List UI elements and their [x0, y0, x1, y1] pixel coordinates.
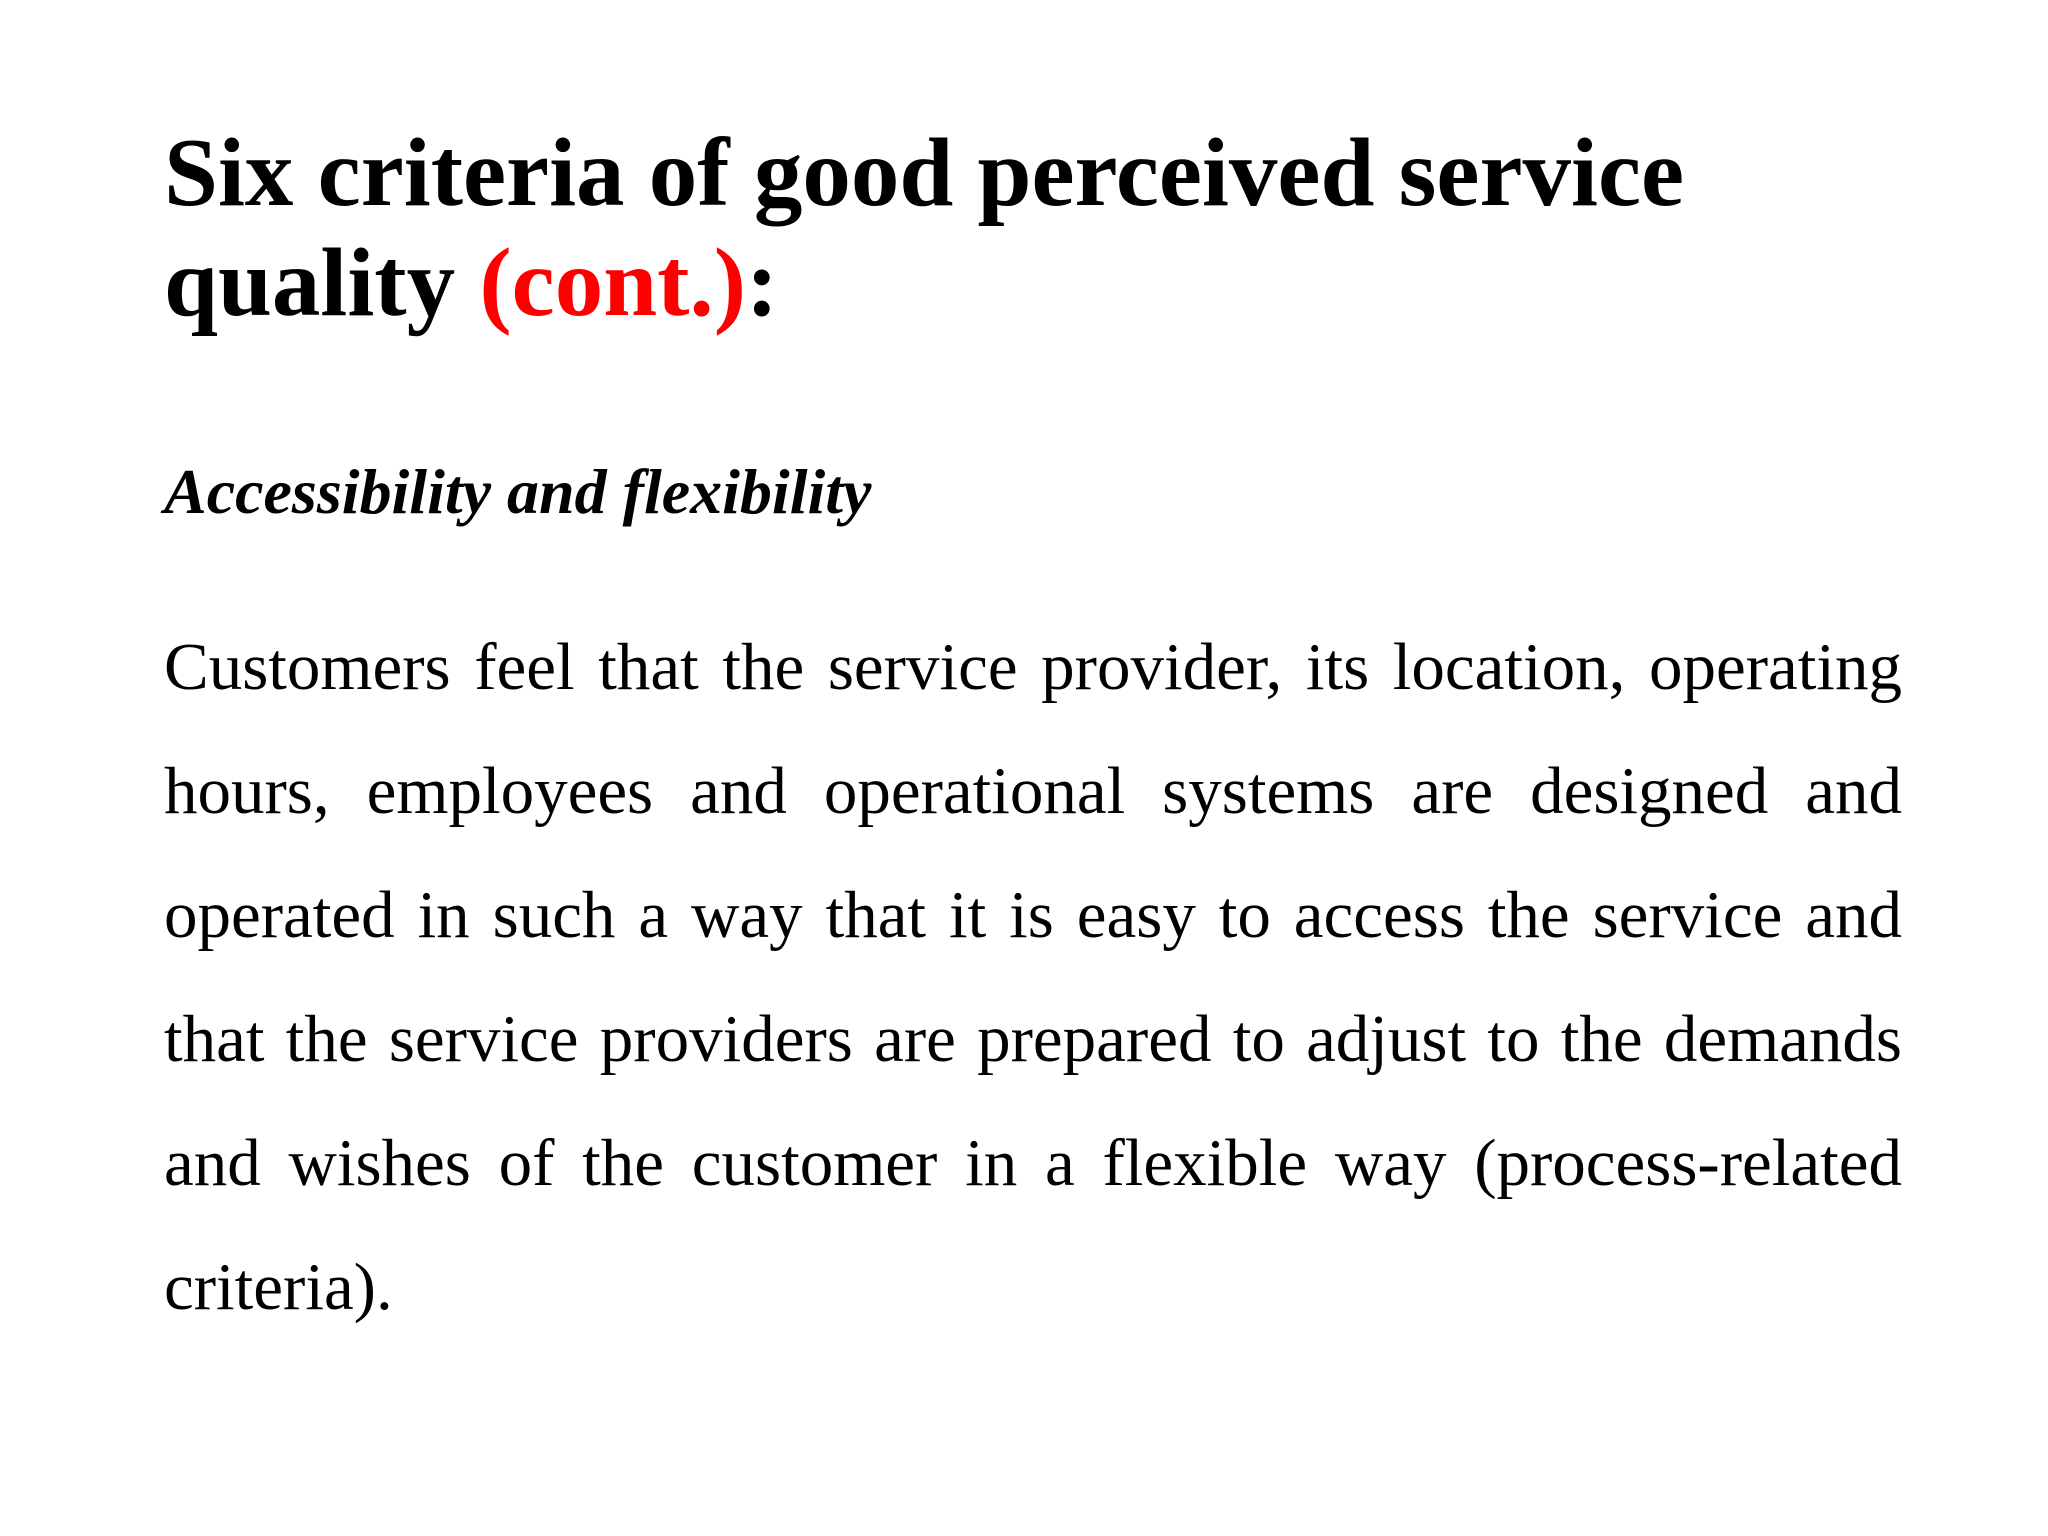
slide-title-suffix: : [746, 229, 779, 336]
slide-title [164, 118, 1924, 338]
slide-title-main: Six criteria of good perceived service quality [164, 119, 1685, 336]
section-heading: Accessibility and flexibility [164, 456, 872, 527]
body-paragraph: Customers feel that the service provider, its location, operating hours, employees and operational systems are designed and operated in such a way that it is easy to access the service and that the service providers are prepared to adjust to the demands and wishes of the customer in a flexible way (process-related criteria). [164, 630, 1902, 1324]
slide-title-accent: (cont.) [479, 229, 747, 336]
